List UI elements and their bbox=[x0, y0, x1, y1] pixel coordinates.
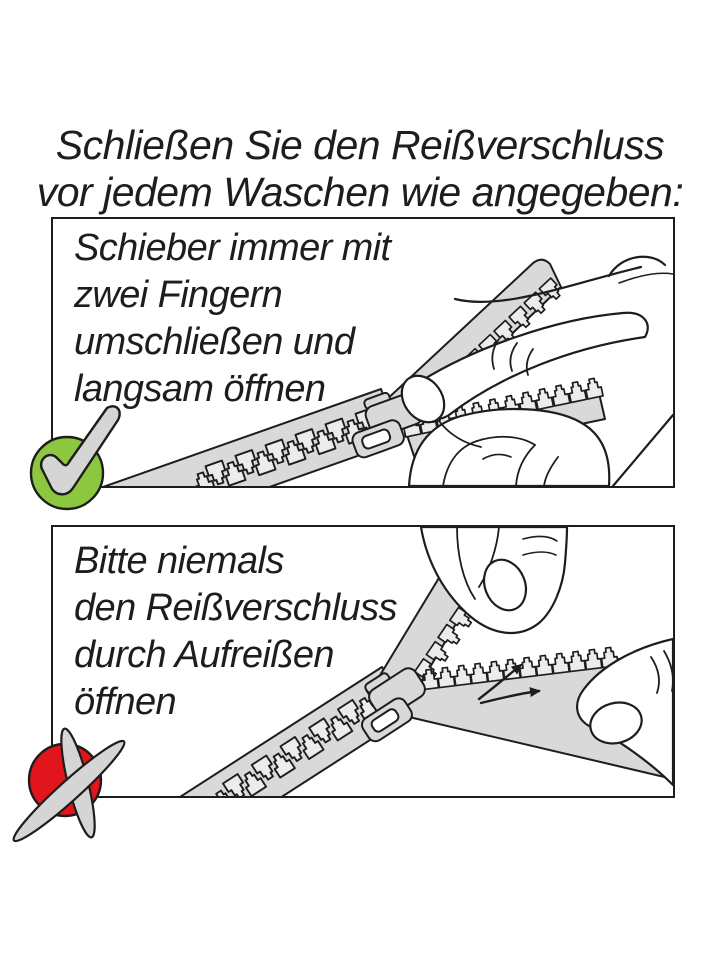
title-line-1: Schließen Sie den Reißverschluss bbox=[55, 122, 665, 168]
sleeve-edge-line bbox=[613, 415, 673, 486]
check-badge bbox=[15, 398, 135, 518]
panel-correct-usage bbox=[51, 217, 675, 488]
zipper-illustration-wrong bbox=[53, 527, 673, 796]
instruction-line: den Reißverschluss bbox=[74, 587, 397, 629]
instruction-line: durch Aufreißen bbox=[74, 634, 334, 676]
page-title bbox=[0, 122, 720, 216]
zipper-illustration-correct bbox=[53, 219, 673, 486]
instruction-line: öffnen bbox=[74, 681, 177, 723]
instruction-line: Bitte niemals bbox=[74, 540, 284, 582]
panel-wrong-usage bbox=[51, 525, 675, 798]
instruction-line: Schieber immer mit bbox=[74, 227, 391, 269]
cross-badge bbox=[12, 706, 142, 846]
instruction-line: langsam öffnen bbox=[74, 368, 326, 410]
instruction-line: zwei Fingern bbox=[74, 274, 283, 316]
instruction-line: umschließen und bbox=[74, 321, 355, 363]
title-line-2: vor jedem Waschen wie angegeben: bbox=[36, 169, 684, 215]
